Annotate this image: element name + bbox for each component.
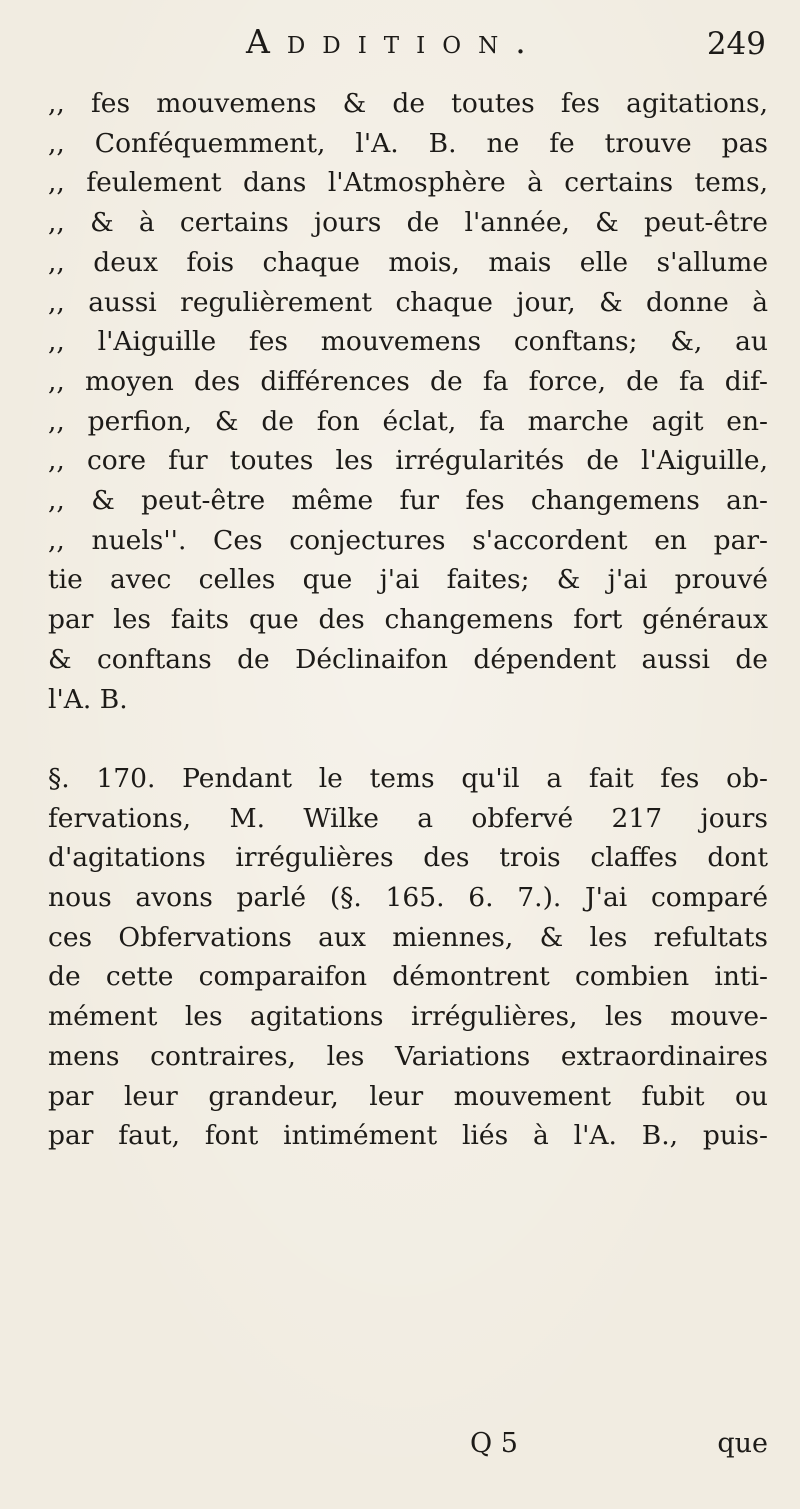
text-line: par leur grandeur, leur mouvement fubit ou <box>48 1080 768 1112</box>
text-line: mens contraires, les Variations extraordinaires <box>48 1040 768 1072</box>
text-line: ,, aussi regulièrement chaque jour, & donne à <box>48 286 768 318</box>
text-line: ,, feulement dans l'Atmosphère à certains tems, <box>48 167 768 199</box>
text-line: ,, Conféquemment, l'A. B. ne fe trouve pas <box>48 127 768 159</box>
text-line: l'A. B. <box>48 683 128 715</box>
text-line: nous avons parlé (§. 165. 6. 7.). J'ai comparé <box>48 882 768 914</box>
text-line: mément les agitations irrégulières, les mouve- <box>48 1001 768 1033</box>
text-line: ,, fes mouvemens & de toutes fes agitations, <box>48 88 768 119</box>
text-line: d'agitations irrégulières des trois claffes dont <box>48 842 768 874</box>
text-line: ,, nuels''. Ces conjectures s'accordent en par- <box>48 524 768 556</box>
text-line: par les faits que des changemens fort généraux <box>48 604 768 636</box>
text-line: de cette comparaifon démontrent combien inti- <box>48 961 768 993</box>
text-line: fervations, M. Wilke a obfervé 217 jours <box>48 802 768 834</box>
paragraph-gap <box>48 719 768 759</box>
text-line: ,, & à certains jours de l'année, & peut-être <box>48 207 768 239</box>
signature-mark: Q 5 <box>470 1428 518 1459</box>
text-line: par faut, font intimément liés à l'A. B., puis- <box>48 1120 768 1152</box>
text-line: ,, l'Aiguille fes mouvemens conftans; &, au <box>48 326 768 358</box>
text-line: ,, deux fois chaque mois, mais elle s'allume <box>48 246 768 278</box>
text-line: tie avec celles que j'ai faites; & j'ai prouvé <box>48 564 768 596</box>
catchword: que <box>717 1428 768 1459</box>
text-line: ,, core fur toutes les irrégularités de l'Aiguille, <box>48 445 768 477</box>
body-text <box>48 84 768 1156</box>
text-line: ces Obfervations aux miennes, & les refultats <box>48 921 768 953</box>
text-line: ,, & peut-être même fur fes changemens an- <box>48 485 768 517</box>
text-line: ,, perfion, & de fon éclat, fa marche agit en- <box>48 405 768 437</box>
section-170-first-line: §. 170. Pendant le tems qu'il a fait fes ob- <box>48 762 768 794</box>
text-line: & conftans de Déclinaifon dépendent aussi de <box>48 643 768 675</box>
text-line: ,, moyen des différences de fa force, de fa dif- <box>48 365 768 397</box>
running-head <box>246 14 766 74</box>
page-footer <box>48 1428 768 1468</box>
page-number: 249 <box>706 26 766 62</box>
running-head-title: Addition. <box>246 22 543 61</box>
